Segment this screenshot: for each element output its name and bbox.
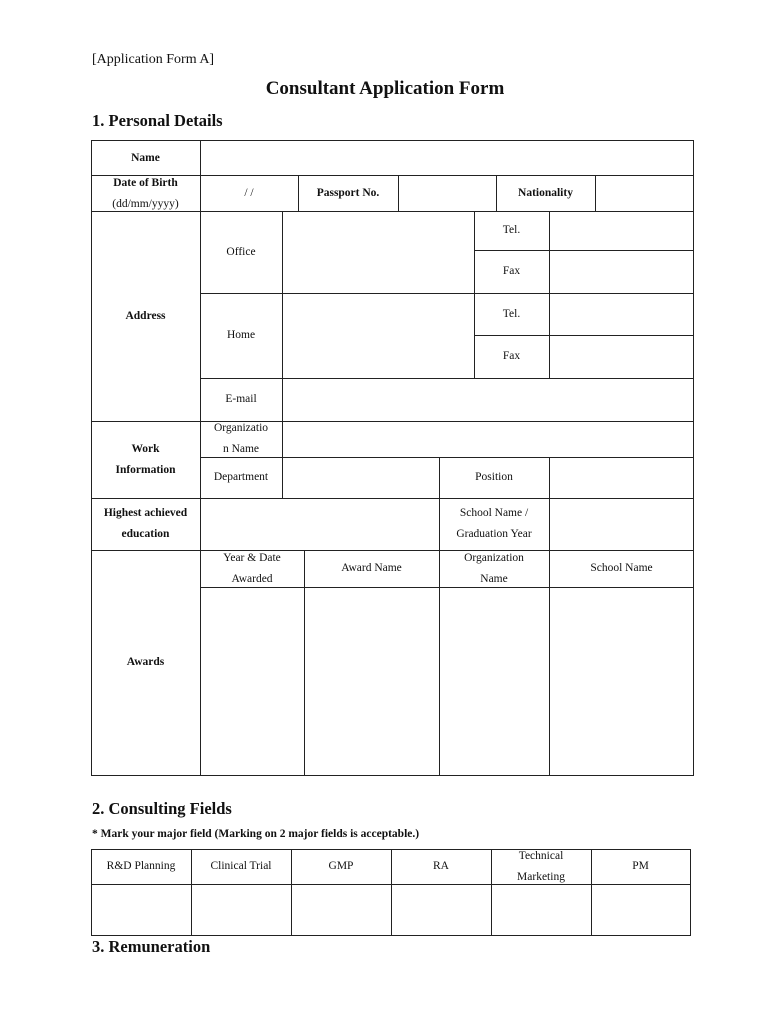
awards-col-org-line2: Name (480, 572, 508, 585)
home-fax-label: Fax (502, 350, 521, 362)
passport-input[interactable] (399, 176, 496, 211)
education-input[interactable] (201, 499, 439, 550)
school-graduation-input[interactable] (550, 499, 693, 550)
awards-col-year-date (200, 550, 304, 587)
awards-organization-input[interactable] (440, 588, 549, 775)
mark-pm[interactable] (592, 885, 690, 935)
awards-col-year-line1: Year & Date (223, 551, 281, 564)
education-label-line1: Highest achieved (103, 507, 188, 519)
position-label: Position (475, 471, 513, 483)
section-heading-remuneration: 3. Remuneration (92, 937, 211, 956)
office-tel-input[interactable] (550, 212, 693, 250)
awards-col-year-line2: Awarded (231, 572, 273, 585)
nationality-label: Nationality (518, 187, 573, 199)
work-label-line1: Work (131, 442, 160, 455)
office-fax-input[interactable] (550, 251, 693, 293)
awards-col-org-line1: Organization (464, 551, 524, 564)
department-label: Department (213, 471, 269, 483)
school-label-line2: Graduation Year (456, 528, 532, 540)
field-gmp: GMP (328, 860, 354, 872)
work-information-label (91, 421, 200, 498)
dob-input[interactable]: / / (244, 187, 254, 199)
dob-label-text: Date of Birth (113, 176, 178, 189)
mark-gmp[interactable] (292, 885, 391, 935)
dob-label (91, 175, 200, 212)
office-tel-label: Tel. (502, 224, 521, 236)
school-graduation-label (439, 498, 549, 550)
mark-clinical-trial[interactable] (192, 885, 291, 935)
consulting-fields-note: * Mark your major field (Marking on 2 major fields is acceptable.) (92, 828, 420, 840)
awards-year-input[interactable] (201, 588, 304, 775)
organization-name-input[interactable] (283, 422, 693, 457)
email-input[interactable] (283, 379, 693, 421)
awards-col-award-name: Award Name (341, 562, 402, 574)
section-heading-personal-details: 1. Personal Details (92, 111, 223, 130)
office-fax-label: Fax (502, 265, 521, 277)
home-tel-label: Tel. (502, 307, 521, 320)
home-tel-input[interactable] (550, 294, 693, 335)
department-input[interactable] (283, 458, 439, 498)
mark-rd-planning[interactable] (92, 885, 191, 935)
highest-education-label (91, 498, 200, 550)
page-title: Consultant Application Form (265, 78, 505, 99)
field-technical-marketing (491, 849, 591, 884)
home-address-input[interactable] (283, 294, 474, 378)
position-input[interactable] (550, 458, 693, 498)
education-label-line2: education (121, 528, 170, 540)
org-label-line1: Organizatio (213, 422, 269, 434)
home-label: Home (226, 329, 256, 341)
passport-label: Passport No. (316, 187, 380, 199)
organization-name-label (200, 421, 282, 457)
field-rd-planning: R&D Planning (106, 860, 176, 872)
school-label-line1: School Name / (459, 507, 529, 519)
address-label: Address (125, 309, 166, 322)
office-label: Office (226, 245, 256, 258)
name-input[interactable] (201, 141, 693, 175)
name-label: Name (131, 151, 160, 164)
work-label-line2: Information (115, 463, 176, 476)
org-label-line2: n Name (222, 443, 260, 455)
awards-col-school-name: School Name (590, 562, 653, 574)
email-label: E-mail (225, 393, 257, 405)
field-clinical-trial: Clinical Trial (210, 860, 272, 872)
home-fax-input[interactable] (550, 336, 693, 378)
office-address-input[interactable] (283, 212, 474, 293)
field-ra: RA (433, 860, 449, 872)
field-technical-line2: Marketing (517, 870, 565, 883)
nationality-input[interactable] (596, 176, 693, 211)
mark-technical-marketing[interactable] (492, 885, 591, 935)
dob-format-hint: (dd/mm/yyyy) (112, 197, 179, 210)
field-technical-line1: Technical (518, 849, 564, 862)
section-heading-consulting-fields: 2. Consulting Fields (92, 799, 232, 818)
awards-col-organization (439, 550, 549, 587)
awards-name-input[interactable] (305, 588, 439, 775)
field-pm: PM (632, 860, 649, 872)
mark-ra[interactable] (392, 885, 491, 935)
form-reference: [Application Form A] (92, 52, 215, 67)
awards-school-input[interactable] (550, 588, 693, 775)
awards-label: Awards (126, 656, 165, 668)
